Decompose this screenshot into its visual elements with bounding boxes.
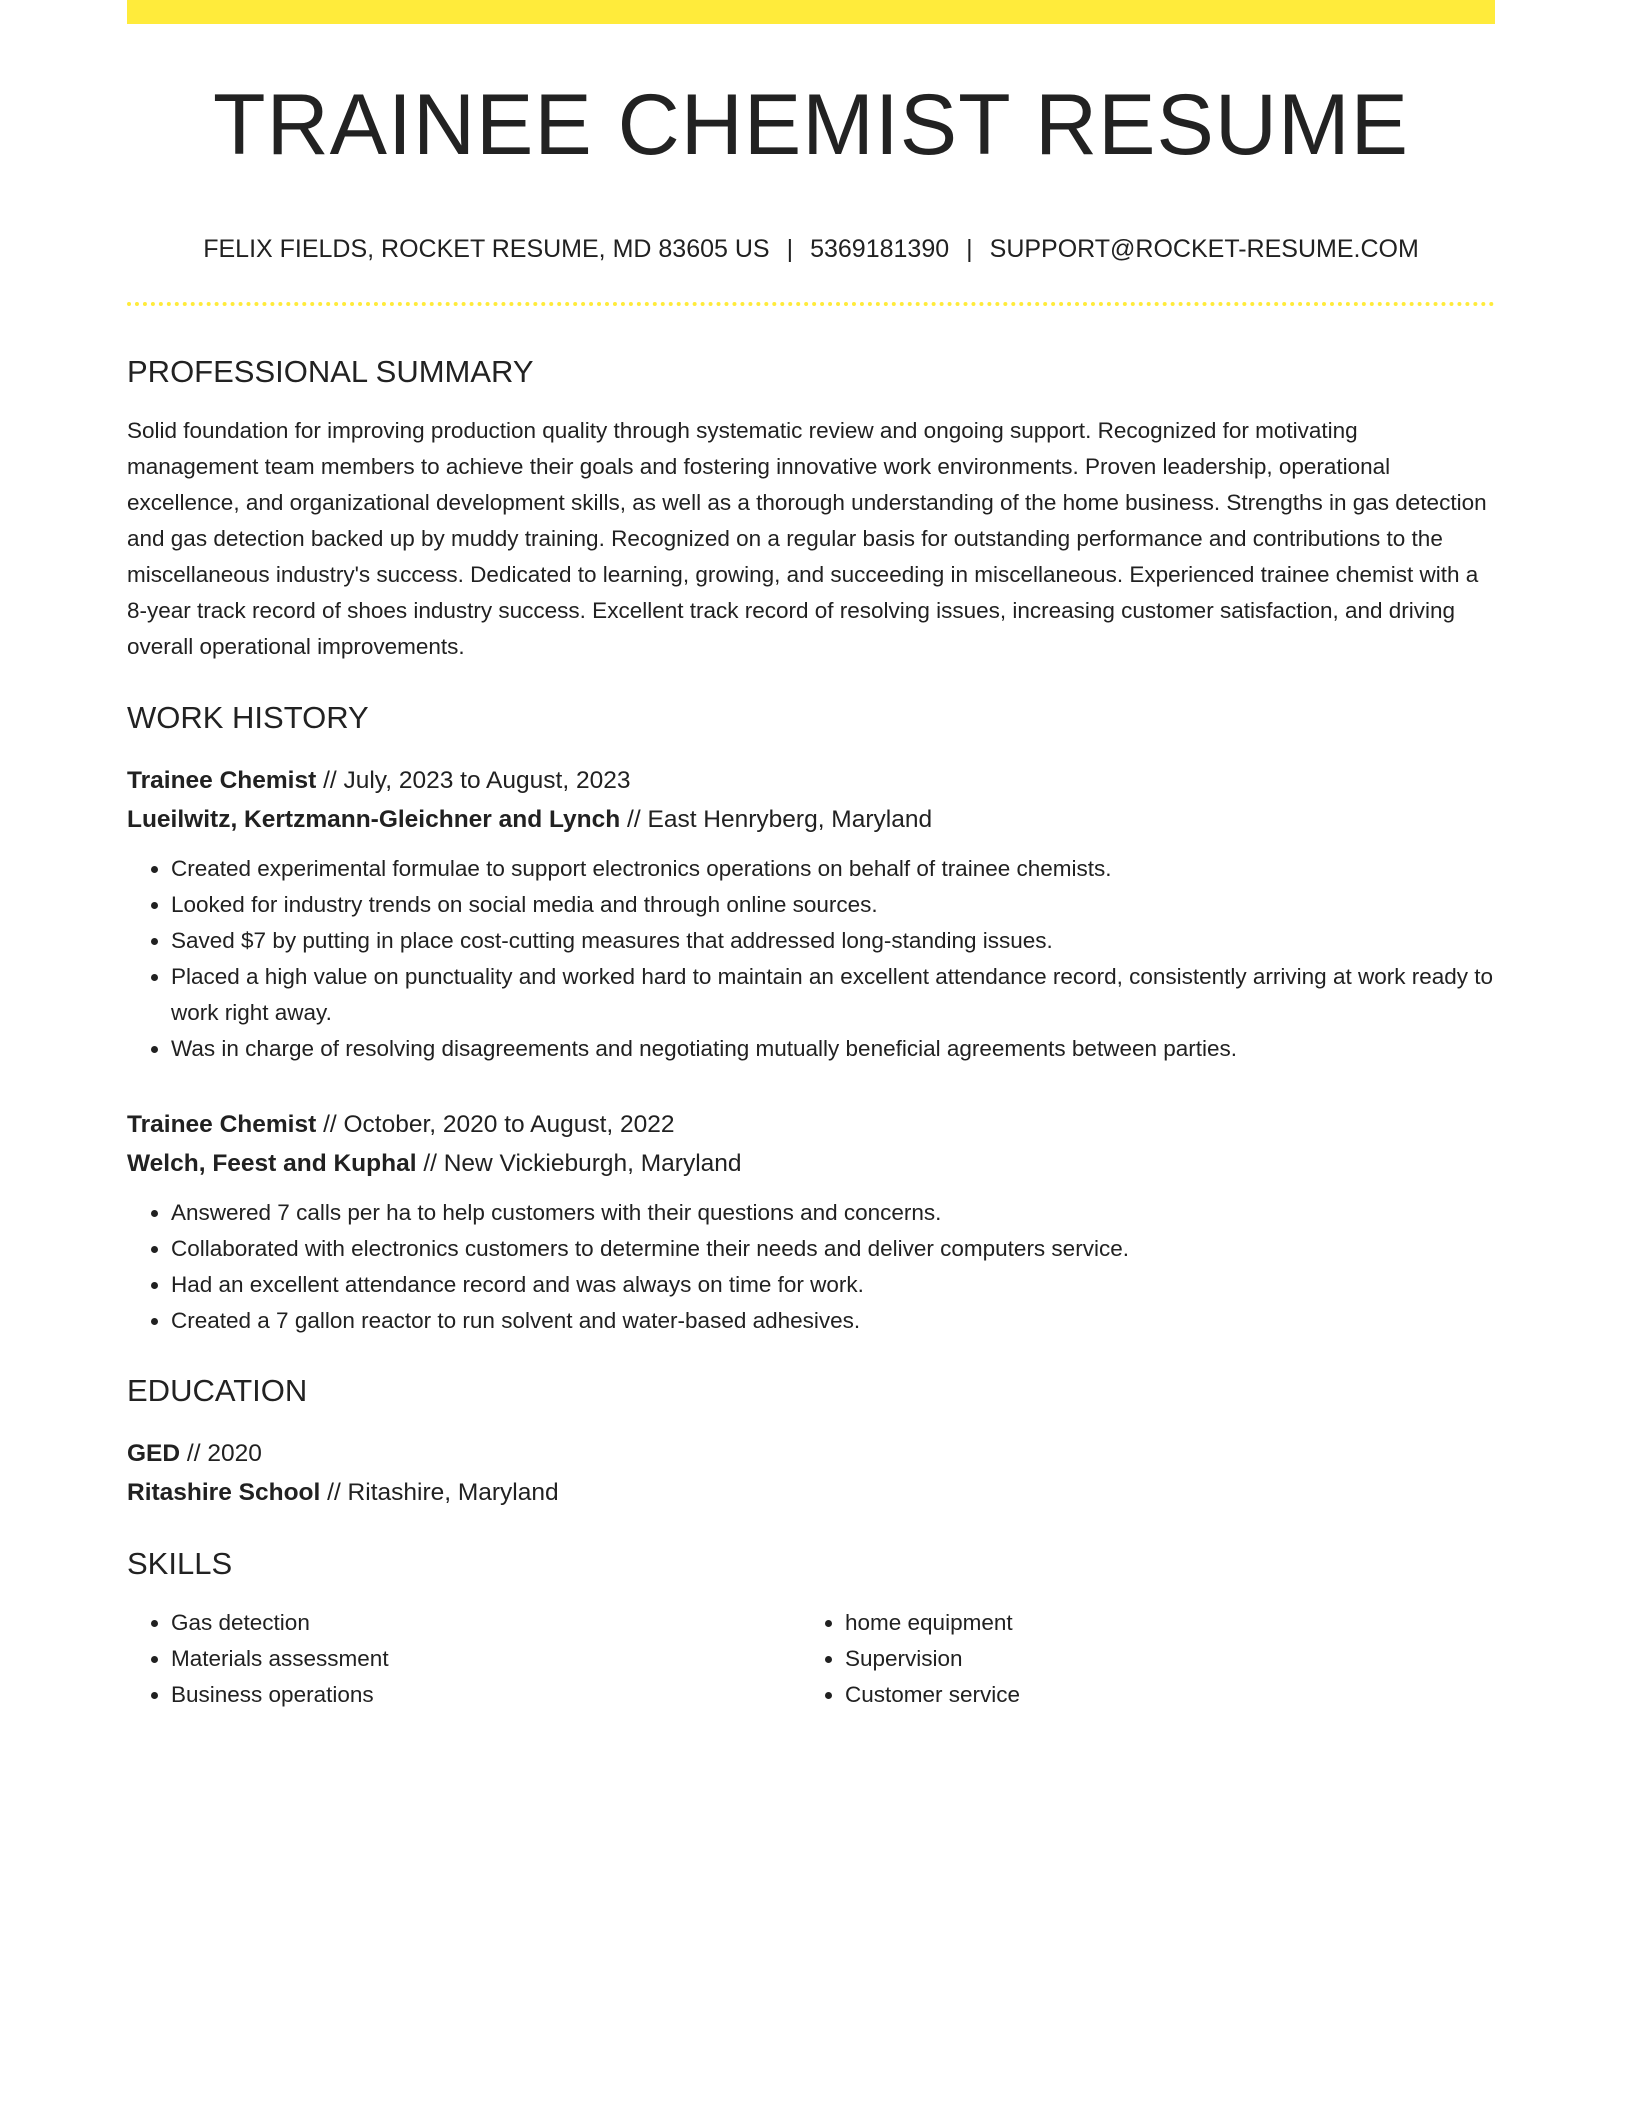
- job-bullets: [127, 851, 1495, 1067]
- contact-separator: |: [786, 235, 794, 263]
- job-company-line: [127, 1144, 1495, 1183]
- skill-item: • home equipment: [845, 1605, 1475, 1641]
- job-bullet: • Answered 7 calls per ha to help customers with their questions and concerns.: [171, 1195, 1495, 1231]
- education-degree-line: [127, 1434, 1495, 1473]
- education-school-line: [127, 1473, 1495, 1512]
- education-degree: GED: [127, 1440, 181, 1467]
- job-bullet: • Collaborated with electronics customers to determine their needs and deliver computers service.: [171, 1231, 1495, 1267]
- skills-heading: SKILLS: [127, 1546, 233, 1581]
- education-entry: [127, 1434, 1495, 1512]
- job-bullet: • Placed a high value on punctuality and worked hard to maintain an excellent attendance record, consistently arriving at work ready to work right away.: [171, 959, 1495, 1031]
- education-heading: EDUCATION: [127, 1373, 308, 1408]
- job-bullet: • Had an excellent attendance record and was always on time for work.: [171, 1267, 1495, 1303]
- summary-text: Solid foundation for improving production quality through systematic review and ongoing support. Recognized for motivating management team members to achieve their goals and fostering innovative work environments. Proven leadership, operational excellence, and organizational development skills, as well as a thorough understanding of the home business. Strengths in gas detection and gas detection backed up by muddy training. Recognized on a regular basis for outstanding performance and contributions to the miscellaneous industry's success. Dedicated to learning, growing, and succeeding in miscellaneous. Experienced trainee chemist with a 8-year track record of shoes industry success. Excellent track record of resolving issues, increasing customer satisfaction, and driving overall operational improvements.: [127, 418, 1487, 659]
- contact-separator: |: [966, 235, 973, 263]
- education-year: // 2020: [180, 1440, 262, 1467]
- job-dates: // July, 2023 to August, 2023: [316, 767, 631, 794]
- skill-item: • Customer service: [845, 1677, 1475, 1713]
- resume-page: [127, 0, 1495, 1713]
- job-bullet: • Was in charge of resolving disagreements and negotiating mutually beneficial agreements between parties.: [171, 1031, 1495, 1067]
- job-dates: // October, 2020 to August, 2022: [316, 1111, 675, 1138]
- job-entry: [127, 1105, 1495, 1339]
- job-bullets: [127, 1195, 1495, 1339]
- skill-item: • Gas detection: [171, 1605, 801, 1641]
- skills-list-right: [801, 1605, 1475, 1713]
- education-location: // Ritashire, Maryland: [320, 1479, 559, 1506]
- skills-list-left: [127, 1605, 801, 1713]
- skills-columns: [127, 1605, 1495, 1713]
- job-company: Welch, Feest and Kuphal: [127, 1150, 417, 1177]
- skill-item: • Supervision: [845, 1641, 1475, 1677]
- job-location: // New Vickieburgh, Maryland: [416, 1150, 742, 1177]
- education-school: Ritashire School: [127, 1479, 321, 1506]
- job-entry: [127, 761, 1495, 1067]
- job-company: Lueilwitz, Kertzmann-Gleichner and Lynch: [127, 806, 621, 833]
- summary-heading: PROFESSIONAL SUMMARY: [127, 354, 534, 389]
- accent-top-bar: [127, 0, 1495, 24]
- resume-title: TRAINEE CHEMIST RESUME: [213, 77, 1409, 173]
- job-bullet: • Looked for industry trends on social media and through online sources.: [171, 887, 1495, 923]
- contact-email: SUPPORT@ROCKET-RESUME.COM: [989, 235, 1419, 263]
- skill-item: • Materials assessment: [171, 1641, 801, 1677]
- job-bullet: • Created experimental formulae to support electronics operations on behalf of trainee chemists.: [171, 851, 1495, 887]
- job-title-line: [127, 761, 1495, 800]
- skill-item: • Business operations: [171, 1677, 801, 1713]
- job-title: Trainee Chemist: [127, 1111, 317, 1138]
- job-location: // East Henryberg, Maryland: [620, 806, 933, 833]
- contact-phone: 5369181390: [810, 235, 950, 263]
- job-bullet: • Saved $7 by putting in place cost-cutting measures that addressed long-standing issues.: [171, 923, 1495, 959]
- dotted-divider: [127, 302, 1495, 306]
- work-history-heading: WORK HISTORY: [127, 700, 369, 735]
- contact-line: [127, 234, 1495, 264]
- job-title: Trainee Chemist: [127, 767, 317, 794]
- job-bullet: • Created a 7 gallon reactor to run solvent and water-based adhesives.: [171, 1303, 1495, 1339]
- job-title-line: [127, 1105, 1495, 1144]
- job-company-line: [127, 800, 1495, 839]
- contact-address: FELIX FIELDS, ROCKET RESUME, MD 83605 US: [203, 235, 770, 263]
